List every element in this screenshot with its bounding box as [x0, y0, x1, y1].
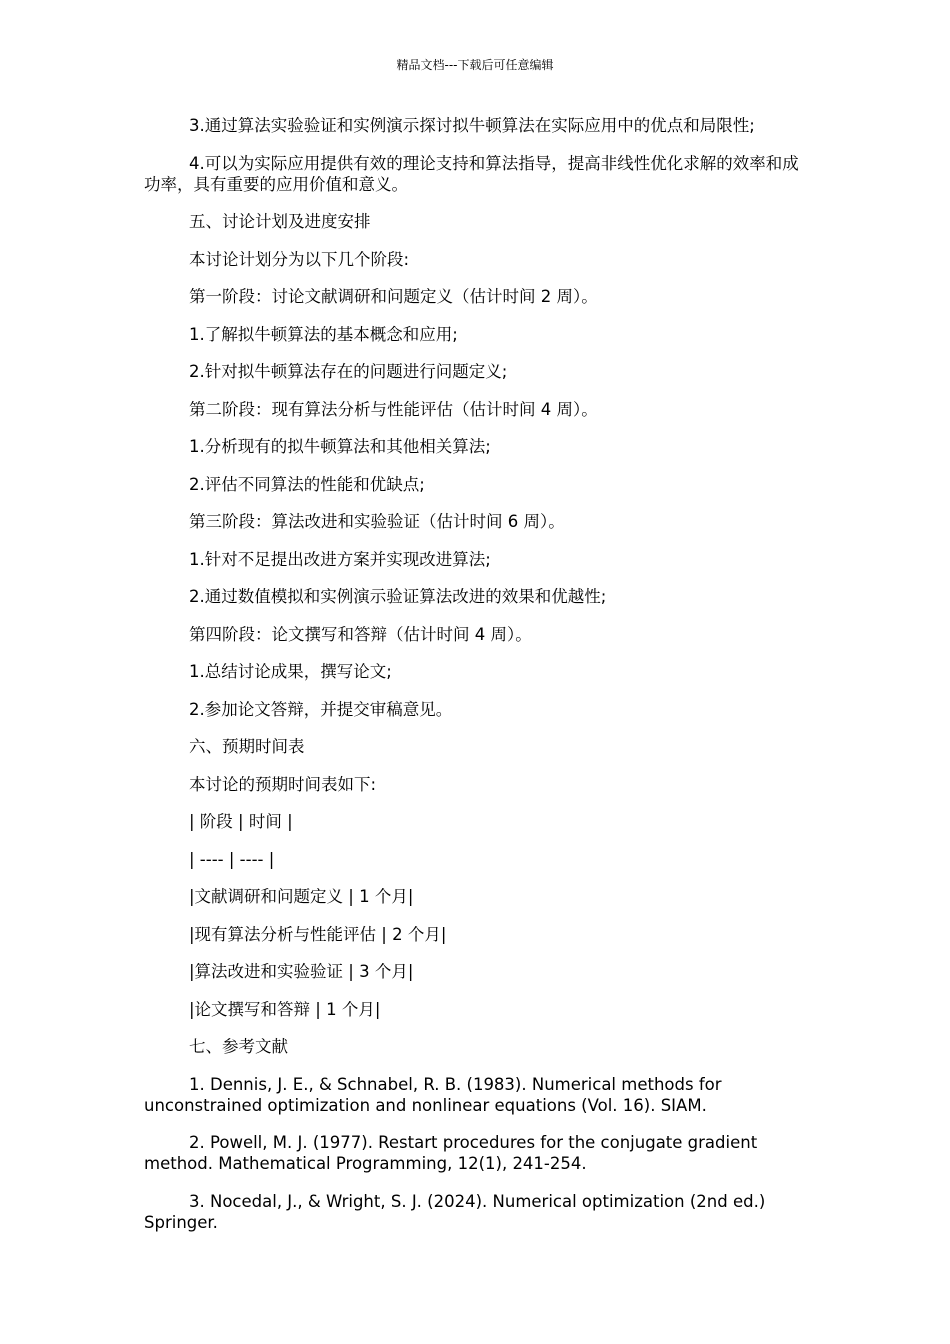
list-item: 2.参加论文答辩，并提交审稿意见。 [189, 699, 453, 719]
stage-heading: 第二阶段：现有算法分析与性能评估（估计时间 4 周）。 [189, 399, 598, 419]
table-row-text: |论文撰写和答辩 | 1 个月| [189, 999, 381, 1019]
page-header: 精品文档---下载后可任意编辑 [396, 58, 554, 72]
table-row-text: | ---- | ---- | [189, 849, 275, 869]
paragraph: 本讨论计划分为以下几个阶段: [189, 249, 410, 269]
section-heading: 六、预期时间表 [189, 737, 305, 756]
stage-heading: 第三阶段：算法改进和实验验证（估计时间 6 周）。 [189, 512, 565, 531]
list-item: 1.分析现有的拟牛顿算法和其他相关算法; [189, 437, 491, 456]
document-body [144, 115, 806, 1249]
reference-item: 1. Dennis, J. E., & Schnabel, R. B. (1983). Numerical methods for unconstrained optimization and nonlinear equations (Vol. 16). SIAM. [144, 1074, 722, 1115]
stage-heading: 第四阶段：论文撰写和答辩（估计时间 4 周）。 [189, 624, 532, 644]
reference-item: 3. Nocedal, J., & Wright, S. J. (2024). Numerical optimization (2nd ed.) Springer. [144, 1191, 766, 1232]
section-heading: 七、参考文献 [189, 1037, 288, 1056]
reference-item: 2. Powell, M. J. (1977). Restart procedures for the conjugate gradient method. Mathematical Programming, 12(1), 241-254. [144, 1133, 758, 1173]
section-heading: 五、讨论计划及进度安排 [189, 212, 371, 231]
table-row-text: |算法改进和实验验证 | 3 个月| [189, 962, 414, 981]
list-item: 2.通过数值模拟和实例演示验证算法改进的效果和优越性; [189, 587, 607, 606]
stage-heading: 第一阶段：讨论文献调研和问题定义（估计时间 2 周）。 [189, 287, 598, 306]
list-item: 1.总结讨论成果，撰写论文; [189, 662, 392, 681]
table-row-text: | 阶段 | 时间 | [189, 812, 293, 831]
list-item: 1.针对不足提出改进方案并实现改进算法; [189, 549, 491, 569]
table-row-text: |现有算法分析与性能评估 | 2 个月| [189, 924, 447, 944]
paragraph: 3.通过算法实验验证和实例演示探讨拟牛顿算法在实际应用中的优点和局限性; [189, 116, 755, 135]
paragraph: 4.可以为实际应用提供有效的理论支持和算法指导，提高非线性优化求解的效率和成功率，具有重要的应用价值和意义。 [144, 153, 799, 194]
table-row-text: |文献调研和问题定义 | 1 个月| [189, 887, 414, 906]
list-item: 2.针对拟牛顿算法存在的问题进行问题定义; [189, 362, 508, 381]
list-item: 1.了解拟牛顿算法的基本概念和应用; [189, 324, 458, 344]
list-item: 2.评估不同算法的性能和优缺点; [189, 474, 425, 494]
reference-list [144, 1074, 806, 1233]
paragraph: 本讨论的预期时间表如下: [189, 774, 377, 794]
